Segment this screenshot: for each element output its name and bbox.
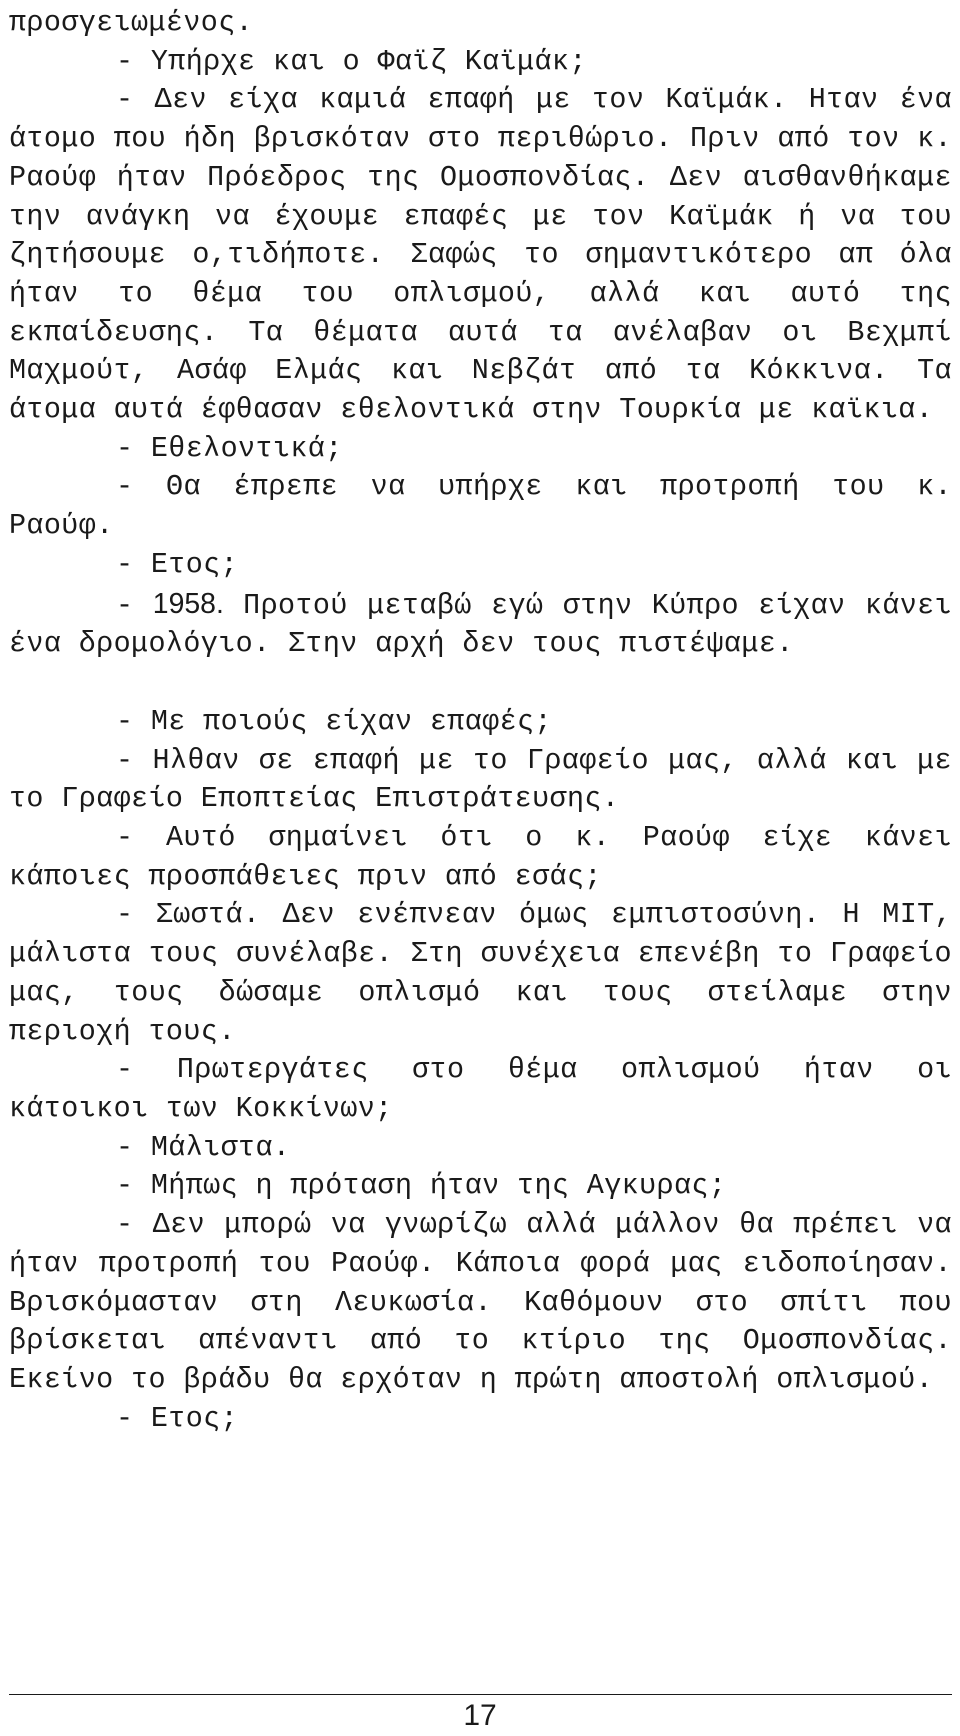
question-kaymak: - Υπήρχε και ο Φαϊζ Καϊμάκ; — [116, 44, 587, 78]
answer-ankara: - Δεν μπορώ να γνωρίζω αλλά μάλλον θα πρέπει να ήταν προτροπή του Ραούφ. Κάποια φορά μας ειδοποίησαν. Βρισκόμασταν στη Λευκωσία. Καθόμουν στο σπίτι που βρίσκεται απέναντι από το κτίριο της Ομοσπονδίας. Εκείνο το βράδυ θα ερχόταν η πρώτη αποστολή οπλισμού. — [9, 1208, 952, 1396]
question-ankara: - Μήπως η πρόταση ήταν της Αγκυρας; — [116, 1169, 727, 1203]
year-number: 1958. — [152, 587, 224, 620]
question-kokkina: - Πρωτεργάτες στο θέμα οπλισμού ήταν οι κάτοικοι των Κοκκίνων; — [9, 1053, 952, 1125]
paragraph-continuation: προσγειωμένος. — [9, 6, 254, 39]
answer-kokkina: - Μάλιστα. — [116, 1130, 291, 1164]
document-body — [9, 4, 952, 1438]
answer-year-text: Προτού μεταβώ εγώ στην Κύπρο είχαν κάνει ένα δρομολόγιο. Στην αρχή δεν τους πιστέψαμε. — [9, 588, 952, 661]
question-contacts: - Με ποιούς είχαν επαφές; — [116, 704, 552, 738]
answer-kaymak: - Δεν είχα καμιά επαφή με τον Καϊμάκ. Ηταν ένα άτομο που ήδη βρισκόταν στο περιθώριο. Πριν από τον κ. Ραούφ ήταν Πρόεδρος της Ομοσπονδίας. Δεν αισθανθήκαμε την ανάγκη να έχουμε επαφές με τον Καϊμάκ ή να του ζητήσουμε ο,τιδήποτε. Σαφώς το σημαντικότερο απ όλα ήταν το θέμα του οπλισμού, αλλά και αυτό της εκπαίδευσης. Τα θέματα αυτά τα ανέλαβαν οι Βεχμπί Μαχμούτ, Ασάφ Ελμάς και Νεβζάτ από τα Κόκκινα. Τα άτομα αυτά έφθασαν εθελοντικά στην Τουρκία με καϊκια. — [9, 83, 952, 427]
footer-divider — [9, 1694, 952, 1695]
answer-year — [9, 585, 952, 664]
question-year: - Ετος; — [116, 547, 239, 581]
question-year-2: - Ετος; — [116, 1401, 239, 1435]
question-voluntarily: - Εθελοντικά; — [116, 431, 343, 465]
answer-voluntarily: - Θα έπρεπε να υπήρχε και προτροπή του κ. Ραούφ. — [9, 470, 952, 543]
answer-rauf-efforts: - Σωστά. Δεν ενέπνεαν όμως εμπιστοσύνη. Η ΜΙΤ, μάλιστα τους συνέλαβε. Στη συνέχεια επενέβη το Γραφείο μας, τους δώσαμε οπλισμό και τους στείλαμε στην περιοχή τους. — [9, 898, 952, 1048]
paragraph-gap — [9, 664, 952, 703]
answer-contacts: - Ηλθαν σε επαφή με το Γραφείο μας, αλλά και με το Γραφείο Εποπτείας Επιστράτευσης. — [9, 743, 952, 816]
page-number: 17 — [463, 1699, 497, 1732]
answer-year-prefix: - — [116, 588, 153, 622]
question-rauf-efforts: - Αυτό σημαίνει ότι ο κ. Ραούφ είχε κάνει κάποιες προσπάθειες πριν από εσάς; — [9, 821, 952, 893]
